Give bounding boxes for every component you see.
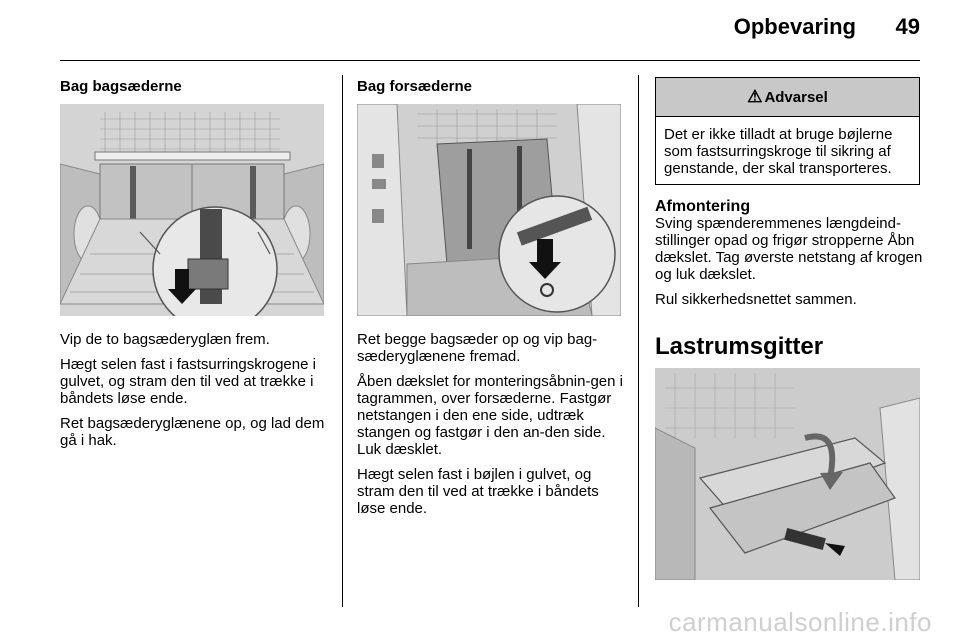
right-body [655, 198, 925, 316]
section-heading: Lastrumsgitter [655, 333, 824, 360]
afmontering-heading: Afmontering [655, 198, 751, 215]
middle-paragraph-2: Åben dækslet for monteringsåbnin-gen i tagrammen, over forsæderne. Fastgør netstangen i den ene side, udtræk stangen og fastgør i den an-den side. Luk dæsklet. [357, 373, 623, 458]
middle-body [357, 331, 627, 525]
figure-cargo-grille [655, 368, 920, 580]
figure-rear-seats [60, 104, 324, 316]
left-body [60, 331, 330, 457]
column-divider-right [638, 75, 639, 607]
warning-box [655, 77, 920, 185]
middle-column [357, 78, 627, 95]
left-paragraph-3: Ret bagsæderyglænene op, og lad dem gå i hak. [60, 415, 325, 449]
middle-paragraph-1: Ret begge bagsæder op og vip bag-sæderyglænene fremad. [357, 331, 598, 365]
middle-heading: Bag forsæderne [357, 78, 473, 95]
page-number: 49 [895, 14, 920, 39]
warning-text: Det er ikke tilladt at bruge bøjlerne som fastsurringskroge til sikring af genstande, der skal transporteres. [664, 126, 893, 177]
middle-paragraph-3: Hægt selen fast i bøjlen i gulvet, og stram den til ved at trække i båndets løse ende. [357, 466, 599, 517]
header-divider [60, 60, 920, 61]
rear-cargo-illustration [60, 104, 324, 316]
left-paragraph-2: Hægt selen fast i fastsurringskrogene i gulvet, og stram den til ved at trække i båndets løse ende. [60, 356, 316, 407]
right-paragraph-2: Rul sikkerhedsnettet sammen. [655, 291, 857, 308]
warning-header [656, 78, 919, 117]
left-column [60, 78, 330, 95]
column-divider-left [342, 75, 343, 607]
left-heading: Bag bagsæderne [60, 78, 182, 95]
warning-title: Advarsel [764, 88, 828, 106]
warning-triangle-icon: ⚠ [747, 87, 763, 106]
watermark: carmanualsonline.info [668, 607, 932, 637]
left-paragraph-1: Vip de to bagsæderyglæn frem. [60, 331, 270, 348]
right-paragraph-1: Sving spænderemmenes længdeind-stillinger opad og frigør stropperne Åbn dækslet. Tag øverste netstang af krogen og luk dækslet. [655, 215, 923, 283]
front-seat-illustration [357, 104, 621, 316]
cargo-grille-illustration [655, 368, 920, 580]
page-title: Opbevaring [733, 14, 856, 39]
figure-front-seats [357, 104, 621, 316]
